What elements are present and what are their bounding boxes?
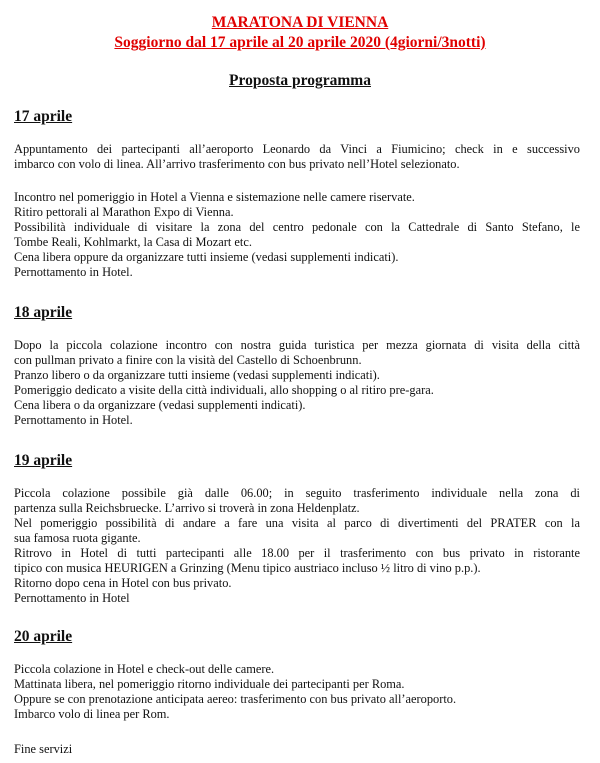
paragraph-line: Ritrovo in Hotel di tutti partecipanti alle 18.00 per il trasferimento con bus privato in ristorante <box>14 546 580 560</box>
closing-line: Fine servizi <box>14 742 73 756</box>
paragraph-line: Appuntamento dei partecipanti all’aeroporto Leonardo da Vinci a Fiumicino; check in e successivo <box>14 142 580 156</box>
paragraph-line: Mattinata libera, nel pomeriggio ritorno individuale dei partecipanti per Roma. <box>14 677 405 691</box>
paragraph-line: sua famosa ruota gigante. <box>14 531 141 545</box>
day-20-paragraph <box>14 662 580 722</box>
paragraph-line: Ritorno dopo cena in Hotel con bus privato. <box>14 576 232 590</box>
paragraph-line: Tombe Reali, Kohlmarkt, la Casa di Mozart etc. <box>14 235 252 249</box>
paragraph-line: Oppure se con prenotazione anticipata aereo: trasferimento con bus privato all’aeroporto. <box>14 692 457 706</box>
document-title: MARATONA DI VIENNA <box>211 14 389 31</box>
paragraph-line: Cena libera o da organizzare (vedasi supplementi indicati). <box>14 398 306 412</box>
paragraph-line: Ritiro pettorali al Marathon Expo di Vienna. <box>14 205 234 219</box>
paragraph-line: Nel pomeriggio possibilità di andare a fare una visita al parco di divertimenti del PRATER con la <box>14 516 580 530</box>
day-heading-20-aprile: 20 aprile <box>14 628 73 645</box>
paragraph-line: Pomeriggio dedicato a visite della città individuali, allo shopping o al ritiro pre-gara. <box>14 383 434 397</box>
paragraph-line: Incontro nel pomeriggio in Hotel a Vienna e sistemazione nelle camere riservate. <box>14 190 415 204</box>
paragraph-line: Possibilità individuale di visitare la zona del centro pedonale con la Cattedrale di Santo Stefano, le <box>14 220 580 234</box>
paragraph-line: Pernottamento in Hotel <box>14 591 130 605</box>
paragraph-line: Piccola colazione in Hotel e check-out delle camere. <box>14 662 275 676</box>
day-heading-17-aprile: 17 aprile <box>14 108 73 125</box>
paragraph-line: tipico con musica HEURIGEN a Grinzing (Menu tipico austriaco incluso ½ litro di vino p.p.). <box>14 561 481 575</box>
day-heading-18-aprile: 18 aprile <box>14 304 73 321</box>
paragraph-line: Pranzo libero o da organizzare tutti insieme (vedasi supplementi indicati). <box>14 368 380 382</box>
paragraph-line: Pernottamento in Hotel. <box>14 265 133 279</box>
day-18-paragraph <box>14 338 580 428</box>
day-17-paragraph-1 <box>14 142 580 172</box>
paragraph-line: imbarco con volo di linea. All’arrivo trasferimento con bus privato nell’Hotel selezionato. <box>14 157 460 171</box>
paragraph-line: Piccola colazione possibile già dalle 06.00; in seguito trasferimento individuale nella zona di <box>14 486 580 500</box>
section-heading: Proposta programma <box>229 72 371 89</box>
day-19-paragraph <box>14 486 580 606</box>
paragraph-line: Imbarco volo di linea per Rom. <box>14 707 170 721</box>
paragraph-line: con pullman privato a finire con la visità del Castello di Schoenbrunn. <box>14 353 362 367</box>
closing-text <box>14 742 580 757</box>
day-heading-19-aprile: 19 aprile <box>14 452 73 469</box>
paragraph-line: Dopo la piccola colazione incontro con nostra guida turistica per mezza giornata di visita della città <box>14 338 580 352</box>
paragraph-line: partenza sulla Reichsbruecke. L’arrivo si troverà in zona Heldenplatz. <box>14 501 360 515</box>
document-subtitle: Soggiorno dal 17 aprile al 20 aprile 2020 (4giorni/3notti) <box>114 34 486 51</box>
day-17-paragraph-2 <box>14 190 580 280</box>
paragraph-line: Cena libera oppure da organizzare tutti insieme (vedasi supplementi indicati). <box>14 250 399 264</box>
paragraph-line: Pernottamento in Hotel. <box>14 413 133 427</box>
